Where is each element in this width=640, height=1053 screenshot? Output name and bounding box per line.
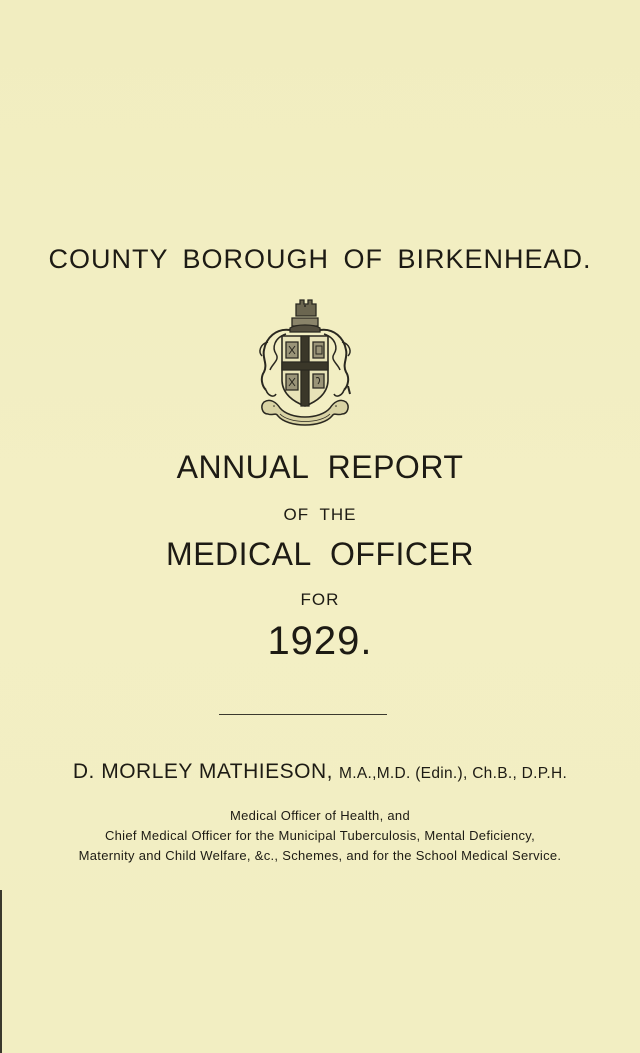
borough-coat-of-arms-icon: [256, 298, 354, 432]
duty-line-3: Maternity and Child Welfare, &c., Schemes, and for the School Medical Service.: [78, 848, 562, 863]
borough-heading: COUNTY BOROUGH OF BIRKENHEAD.: [48, 244, 592, 274]
author-name: D. MORLEY MATHIESON,: [72, 760, 333, 783]
duty-line-1: Medical Officer of Health, and: [229, 808, 410, 823]
author-degrees: M.A.,M.D. (Edin.), Ch.B., D.P.H.: [339, 765, 568, 782]
title-of-the: OF THE: [283, 505, 357, 524]
page-edge-mark: [0, 890, 2, 1053]
title-for: FOR: [300, 590, 340, 609]
author-line: [0, 760, 640, 784]
divider-rule: [219, 714, 387, 715]
title-annual-report: ANNUAL REPORT: [176, 449, 464, 485]
title-medical-officer: MEDICAL OFFICER: [166, 536, 474, 572]
duty-line-2: Chief Medical Officer for the Municipal Tuberculosis, Mental Deficiency,: [104, 828, 536, 843]
report-year: 1929.: [267, 619, 373, 663]
